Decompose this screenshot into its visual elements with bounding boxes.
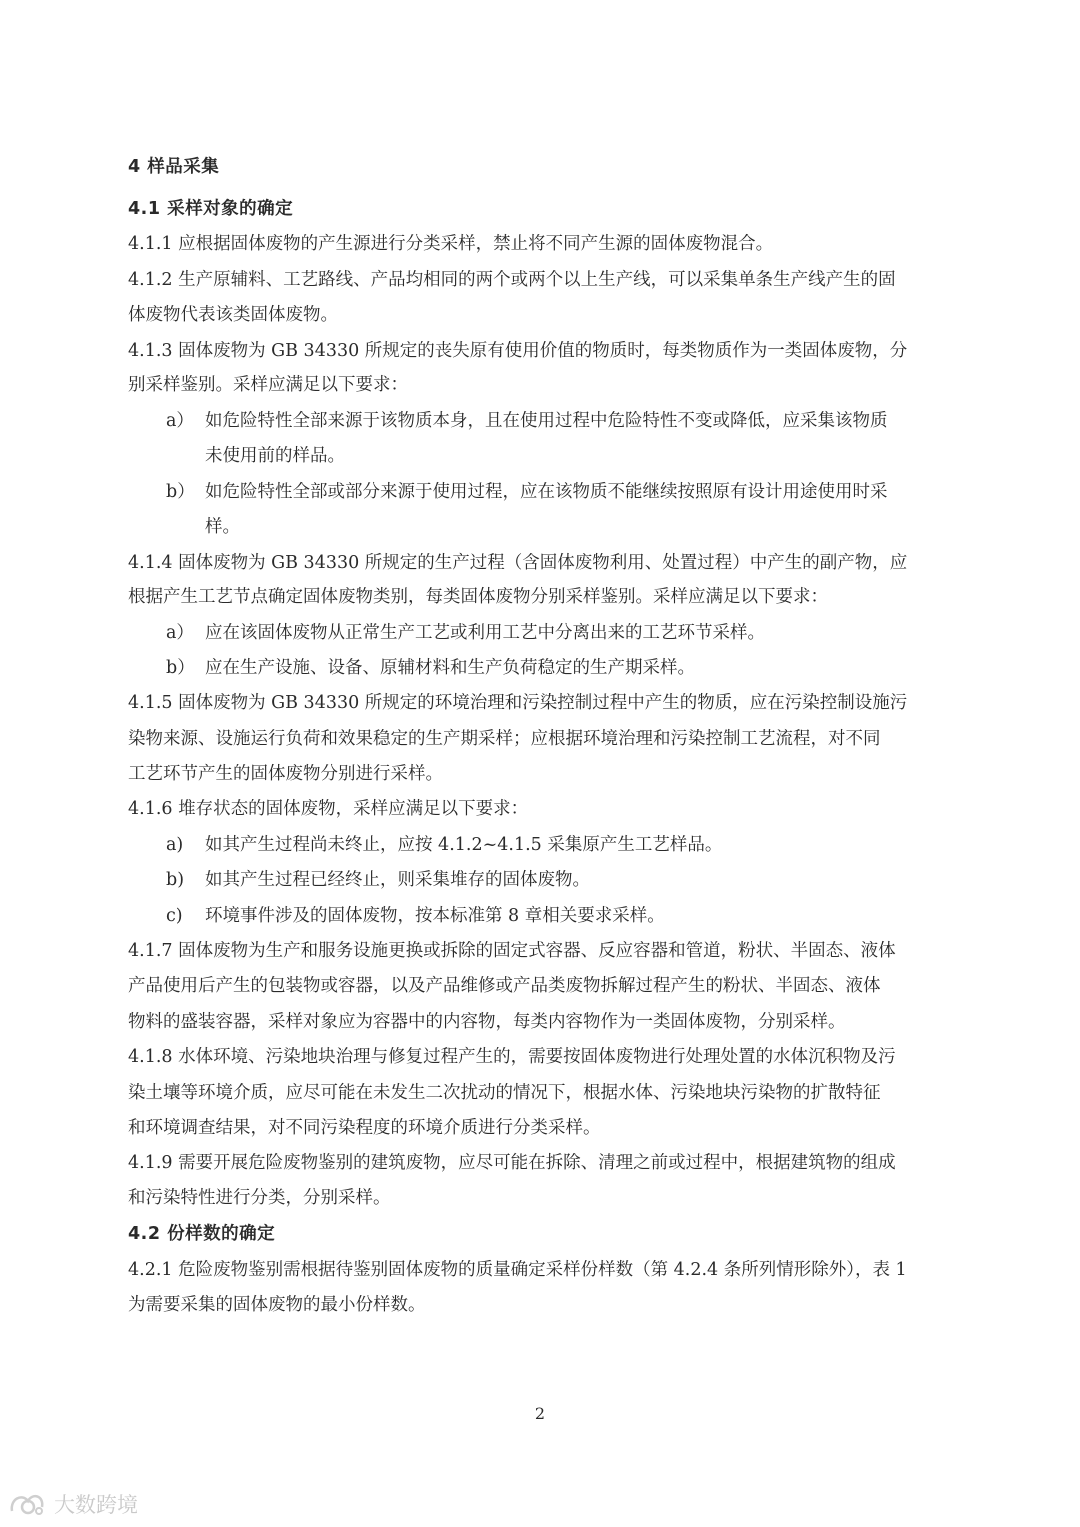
paragraph-4-1-8-line3: 和环境调查结果，对不同污染程度的环境介质进行分类采样。: [128, 1118, 601, 1138]
paragraph-4-1-7-line1: 4.1.7 固体废物为生产和服务设施更换或拆除的固定式容器、反应容器和管道，粉状、半固态、液体: [128, 941, 896, 961]
list-item-marker: a): [166, 835, 184, 855]
list-item-marker: a）: [166, 623, 194, 643]
paragraph-4-1-8-line2: 染土壤等环境介质，应尽可能在未发生二次扰动的情况下，根据水体、污染地块污染物的扩散特征: [128, 1083, 881, 1103]
section-4-2-title: 4.2 份样数的确定: [128, 1224, 276, 1244]
list-item-text: 如其产生过程已经终止，则采集堆存的固体废物。: [205, 870, 590, 890]
paragraph-4-1-5-line2: 染物来源、设施运行负荷和效果稳定的生产期采样；应根据环境治理和污染控制工艺流程，对不同: [128, 729, 881, 749]
list-item-marker: c): [166, 906, 183, 926]
list-item-text: 样。: [205, 517, 240, 537]
paragraph-4-1-7-line3: 物料的盛装容器，采样对象应为容器中的内容物，每类内容物作为一类固体废物，分别采样。: [128, 1012, 846, 1032]
paragraph-4-1-4-line1: 4.1.4 固体废物为 GB 34330 所规定的生产过程（含固体废物利用、处置过程）中产生的副产物，应: [128, 553, 908, 573]
list-item-text: 应在生产设施、设备、原辅材料和生产负荷稳定的生产期采样。: [205, 658, 695, 678]
paragraph-4-1-9-line1: 4.1.9 需要开展危险废物鉴别的建筑废物，应尽可能在拆除、清理之前或过程中，根据建筑物的组成: [128, 1153, 896, 1173]
paragraph-4-1-3-line1: 4.1.3 固体废物为 GB 34330 所规定的丧失原有使用价值的物质时，每类物质作为一类固体废物，分: [128, 341, 908, 361]
page-number: 2: [534, 1404, 546, 1423]
list-item-marker: b）: [166, 658, 195, 678]
list-item-text: 应在该固体废物从正常生产工艺或利用工艺中分离出来的工艺环节采样。: [205, 623, 765, 643]
section-4-title: 4 样品采集: [128, 157, 220, 177]
paragraph-4-1-6: 4.1.6 堆存状态的固体废物，采样应满足以下要求：: [128, 799, 529, 819]
list-item-marker: b): [166, 870, 185, 890]
paragraph-4-1-7-line2: 产品使用后产生的包装物或容器，以及产品维修或产品类废物拆解过程产生的粉状、半固态、液体: [128, 976, 881, 996]
section-4-1-title: 4.1 采样对象的确定: [128, 199, 294, 219]
paragraph-4-1-5-line3: 工艺环节产生的固体废物分别进行采样。: [128, 764, 443, 784]
paragraph-4-2-1-line1: 4.2.1 危险废物鉴别需根据待鉴别固体废物的质量确定采样份样数（第 4.2.4 条所列情形除外），表 1: [128, 1260, 907, 1280]
paragraph-4-1-2-line2: 体废物代表该类固体废物。: [128, 305, 338, 325]
list-item-text: 如危险特性全部或部分来源于使用过程，应在该物质不能继续按照原有设计用途使用时采: [205, 482, 888, 502]
paragraph-4-1-1: 4.1.1 应根据固体废物的产生源进行分类采样，禁止将不同产生源的固体废物混合。: [128, 234, 774, 254]
paragraph-4-1-8-line1: 4.1.8 水体环境、污染地块治理与修复过程产生的，需要按固体废物进行处理处置的水体沉积物及污: [128, 1047, 896, 1067]
list-item-marker: a）: [166, 411, 194, 431]
paragraph-4-1-9-line2: 和污染特性进行分类，分别采样。: [128, 1188, 391, 1208]
list-item-text: 环境事件涉及的固体废物，按本标准第 8 章相关要求采样。: [205, 906, 665, 926]
list-item-text: 如危险特性全部来源于该物质本身，且在使用过程中危险特性不变或降低，应采集该物质: [205, 411, 888, 431]
paragraph-4-2-1-line2: 为需要采集的固体废物的最小份样数。: [128, 1295, 426, 1315]
watermark-logo-icon: [8, 1489, 48, 1519]
list-item-marker: b）: [166, 482, 195, 502]
paragraph-4-1-3-line2: 别采样鉴别。采样应满足以下要求：: [128, 375, 408, 395]
list-item-text: 如其产生过程尚未终止，应按 4.1.2~4.1.5 采集原产生工艺样品。: [205, 835, 723, 855]
paragraph-4-1-5-line1: 4.1.5 固体废物为 GB 34330 所规定的环境治理和污染控制过程中产生的物质，应在污染控制设施污: [128, 693, 908, 713]
watermark-text: 大数跨境: [54, 1493, 138, 1517]
list-item-text: 未使用前的样品。: [205, 446, 345, 466]
paragraph-4-1-2-line1: 4.1.2 生产原辅料、工艺路线、产品均相同的两个或两个以上生产线，可以采集单条生产线产生的固: [128, 270, 896, 290]
watermark: [8, 1489, 138, 1519]
paragraph-4-1-4-line2: 根据产生工艺节点确定固体废物类别，每类固体废物分别采样鉴别。采样应满足以下要求：: [128, 587, 828, 607]
